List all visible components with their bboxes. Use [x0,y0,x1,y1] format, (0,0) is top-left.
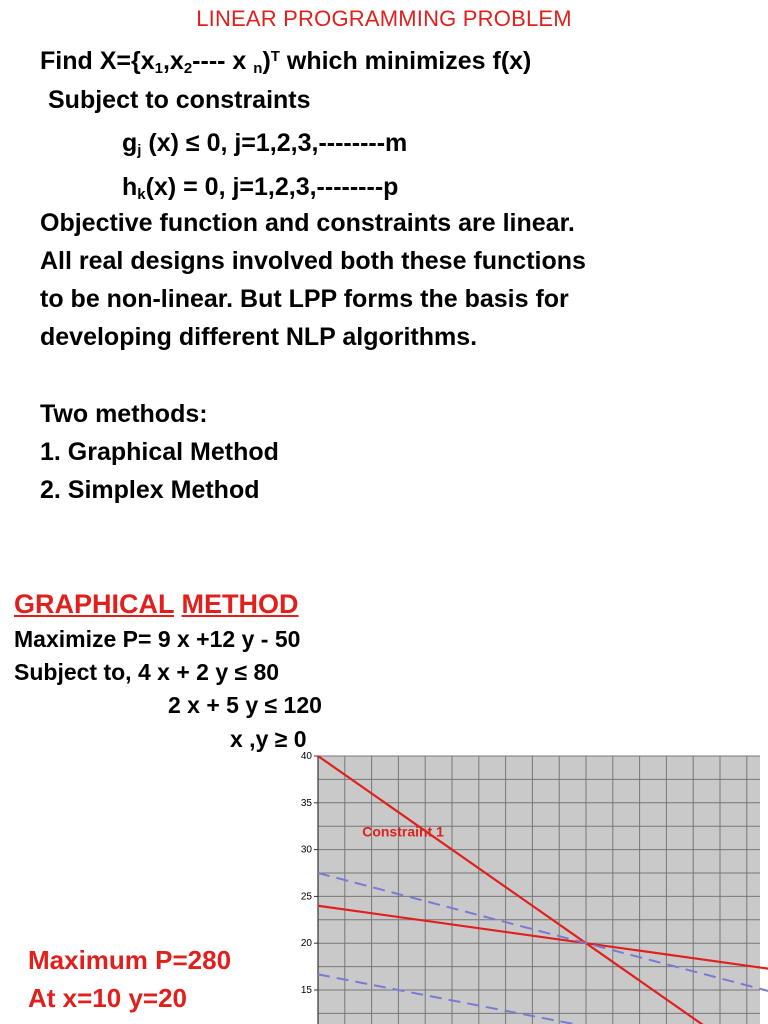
objective-function: Maximize P= 9 x +12 y - 50 [14,626,301,652]
page-title: LINEAR PROGRAMMING PROBLEM [196,6,572,31]
lpp-inequality-constraint: $g_j$ (x) ≤ 0, j=1,2,3,--------m [122,129,408,159]
y-tick-label: 20 [300,938,312,950]
y-tick-label: 40 [300,751,312,762]
graphical-method-heading: GRAPHICAL METHOD [14,589,299,619]
lpp-paragraph-line-2: All real designs involved both these functions [40,247,586,275]
method-item-1: 1. Graphical Method [40,438,279,466]
y-tick-label: 35 [300,797,312,809]
lpp-paragraph-line-1: Objective function and constraints are linear. [40,209,575,237]
y-tick-label: 25 [300,891,312,903]
lpp-paragraph-line-3: to be non-linear. But LPP forms the basis for [40,285,569,313]
y-tick-label: 30 [300,844,312,856]
method-item-2: 2. Simplex Method [40,476,260,504]
y-tick-label: 15 [300,985,312,996]
result-maximum-p: Maximum P=280 [28,945,232,975]
constraint-line-1: Subject to, 4 x + 2 y ≤ 80 [14,659,280,685]
lpp-paragraph-line-4: developing different NLP algorithms. [40,323,478,351]
lpp-graph [270,748,768,1024]
methods-heading: Two methods: [40,400,208,428]
nonnegativity-constraint: x ,y ≥ 0 [230,726,307,752]
result-optimal-point: At x=10 y=20 [28,983,188,1013]
constraint-1-annotation: Constraint 1 [362,823,444,840]
lpp-subject-line: Subject to constraints [48,86,311,114]
constraint-line-2: 2 x + 5 y ≤ 120 [168,692,322,718]
lpp-find-line: Find $X=\{x_1,x_2----$ x $_n$)$^T$ which minimizes f(x) [40,47,532,77]
lpp-equality-constraint: $h_k(x) = 0$, j=1,2,3,--------p [122,173,399,203]
